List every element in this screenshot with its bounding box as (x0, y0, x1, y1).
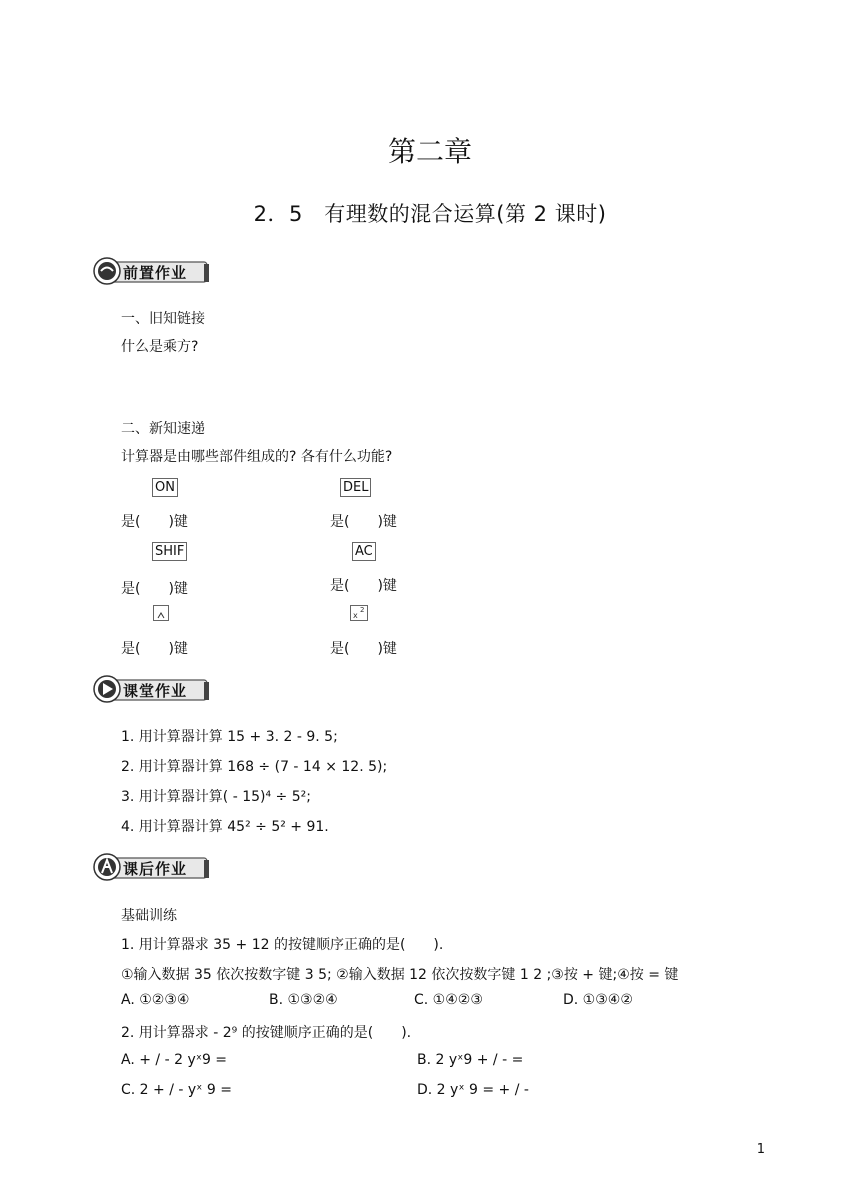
key-power-icon (153, 605, 169, 621)
svg-text:x: x (353, 611, 358, 620)
svg-text:2: 2 (360, 606, 365, 614)
class-badge-label: 课堂作业 (123, 682, 188, 700)
q2-option-a: A. + / - 2 yˣ9 = (121, 1052, 228, 1068)
after-badge-label: 课后作业 (123, 860, 188, 878)
after-homework-badge (92, 852, 210, 882)
answer-shift: 是( )键 (121, 581, 188, 597)
question-1-description: ①输入数据 35 依次按数字键 3 5; ②输入数据 12 依次按数字键 1 2 ;③按 + 键;④按 = 键 (121, 967, 679, 983)
answer-power: 是( )键 (121, 641, 188, 657)
part2-question: 计算器是由哪些部件组成的? 各有什么功能? (121, 449, 393, 465)
pre-badge-label: 前置作业 (123, 264, 188, 282)
class-item-1: 1. 用计算器计算 15 + 3. 2 - 9. 5; (121, 729, 338, 745)
part1-question: 什么是乘方? (121, 339, 199, 355)
after-subtitle: 基础训练 (121, 908, 177, 924)
class-item-3: 3. 用计算器计算( - 15)⁴ ÷ 5²; (121, 789, 311, 805)
answer-ac: 是( )键 (330, 578, 397, 594)
q1-option-c: C. ①④②③ (414, 992, 483, 1008)
answer-del: 是( )键 (330, 514, 397, 530)
key-shift: SHIF (152, 542, 187, 561)
q1-option-b: B. ①③②④ (269, 992, 338, 1008)
part1-title: 一、旧知链接 (121, 311, 205, 327)
q1-option-a: A. ①②③④ (121, 992, 190, 1008)
q2-option-d: D. 2 yˣ 9 = + / - (417, 1082, 529, 1098)
page-number: 1 (756, 1142, 765, 1157)
lesson-title: 2．5 有理数的混合运算(第 2 课时) (253, 202, 607, 226)
q2-option-c: C. 2 + / - yˣ 9 = (121, 1082, 232, 1098)
part2-title: 二、新知速递 (121, 421, 205, 437)
q2-option-b: B. 2 yˣ9 + / - = (417, 1052, 524, 1068)
key-del: DEL (340, 478, 371, 497)
class-item-4: 4. 用计算器计算 45² ÷ 5² + 91. (121, 819, 329, 835)
question-1: 1. 用计算器求 35 + 12 的按键顺序正确的是( ). (121, 937, 444, 953)
key-ac: AC (352, 542, 376, 561)
chapter-title: 第二章 (387, 135, 472, 168)
class-item-2: 2. 用计算器计算 168 ÷ (7 - 14 × 12. 5); (121, 759, 388, 775)
key-square-icon (350, 605, 368, 621)
question-2: 2. 用计算器求 - 2⁹ 的按键顺序正确的是( ). (121, 1025, 412, 1041)
class-homework-badge (92, 674, 210, 704)
q1-option-d: D. ①③④② (563, 992, 633, 1008)
key-on: ON (152, 478, 178, 497)
pre-homework-badge (92, 256, 210, 286)
answer-on: 是( )键 (121, 514, 188, 530)
answer-square: 是( )键 (330, 641, 397, 657)
